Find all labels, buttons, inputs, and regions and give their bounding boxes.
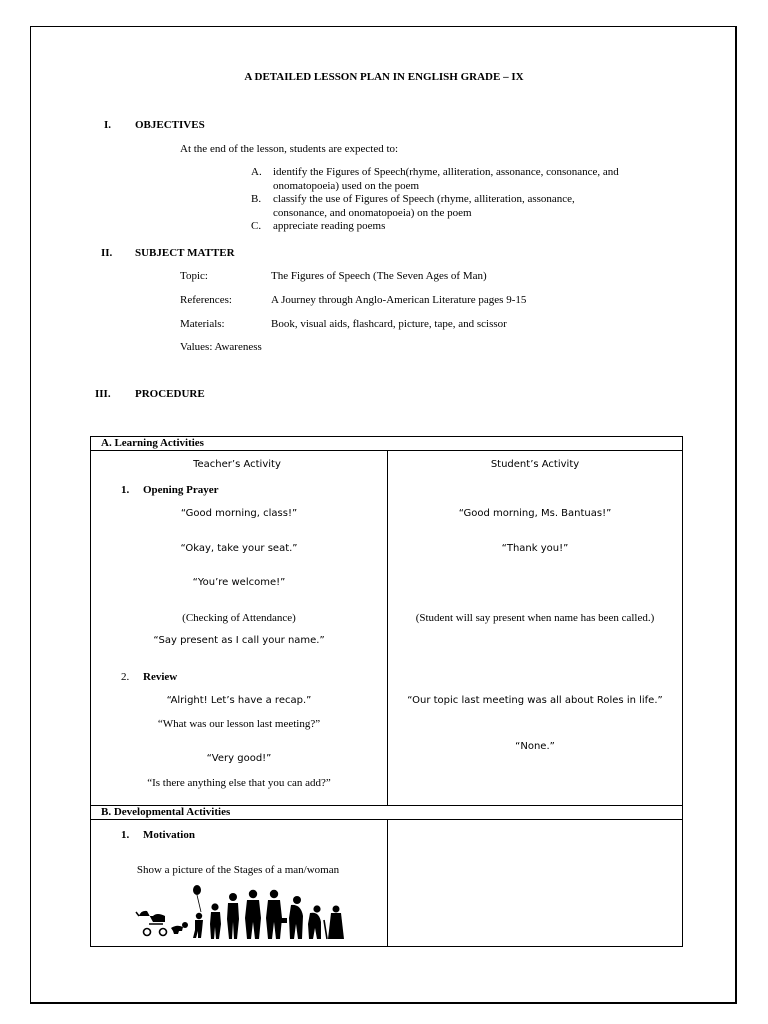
objective-letter-c: C. bbox=[251, 220, 262, 232]
opening-prayer-label: Opening Prayer bbox=[143, 484, 219, 496]
objective-b-line1: classify the use of Figures of Speech (rhyme, alliteration, assonance, bbox=[273, 193, 575, 205]
objective-a-line1: identify the Figures of Speech(rhyme, alliteration, assonance, consonance, and bbox=[273, 166, 619, 178]
teacher-welcome: “You’re welcome!” bbox=[192, 577, 286, 588]
teacher-motivation-cell bbox=[91, 820, 388, 947]
teacher-take-seat: “Okay, take your seat.” bbox=[180, 543, 298, 554]
teacher-recap: “Alright! Let’s have a recap.” bbox=[166, 695, 312, 706]
student-topic-last-meeting: “Our topic last meeting was all about Roles in life.” bbox=[407, 695, 663, 706]
student-none: “None.” bbox=[515, 741, 555, 752]
procedure-table bbox=[90, 436, 683, 947]
developmental-activities-header: B. Developmental Activities bbox=[91, 806, 683, 820]
student-good-morning: “Good morning, Ms. Bantuas!” bbox=[458, 508, 612, 519]
values-line: Values: Awareness bbox=[180, 341, 262, 353]
student-attendance: (Student will say present when name has been called.) bbox=[415, 612, 655, 624]
student-activity-column bbox=[388, 451, 683, 806]
review-heading bbox=[121, 671, 177, 683]
student-activity-header: Student’s Activity bbox=[490, 459, 580, 470]
review-number: 2. bbox=[121, 671, 130, 683]
objective-letter-a: A. bbox=[251, 166, 262, 178]
subject-matter-number: II. bbox=[101, 247, 113, 259]
subject-matter-heading: SUBJECT MATTER bbox=[135, 247, 235, 259]
teacher-activity-column bbox=[91, 451, 388, 806]
teacher-checking-attendance: (Checking of Attendance) bbox=[182, 612, 296, 624]
show-picture-instruction: Show a picture of the Stages of a man/woman bbox=[136, 864, 340, 876]
procedure-number: III. bbox=[95, 388, 111, 400]
teacher-good-morning: “Good morning, class!” bbox=[180, 508, 298, 519]
document-title: A DETAILED LESSON PLAN IN ENGLISH GRADE – IX bbox=[244, 71, 524, 83]
objectives-heading: OBJECTIVES bbox=[135, 119, 205, 131]
motivation-number: 1. bbox=[121, 829, 130, 841]
student-motivation-cell bbox=[388, 820, 683, 947]
motivation-label: Motivation bbox=[143, 829, 195, 841]
stages-of-man-picture bbox=[135, 882, 345, 942]
teacher-activity-header: Teacher’s Activity bbox=[193, 459, 281, 470]
motivation-heading bbox=[121, 829, 195, 841]
teacher-very-good: “Very good!” bbox=[206, 753, 272, 764]
objective-b-line2: consonance, and onomatopoeia) on the poem bbox=[273, 207, 472, 219]
objective-a-line2: onomatopoeia) used on the poem bbox=[273, 180, 420, 192]
opening-prayer-heading bbox=[121, 484, 218, 496]
topic-label: Topic: bbox=[180, 270, 208, 282]
opening-prayer-number: 1. bbox=[121, 484, 130, 496]
student-thank-you: “Thank you!” bbox=[501, 543, 569, 554]
teacher-anything-else: “Is there anything else that you can add?” bbox=[147, 777, 331, 789]
teacher-what-lesson: “What was our lesson last meeting?” bbox=[157, 718, 321, 730]
topic-value: The Figures of Speech (The Seven Ages of Man) bbox=[271, 270, 487, 282]
review-label: Review bbox=[143, 671, 178, 683]
procedure-heading: PROCEDURE bbox=[135, 388, 205, 400]
objectives-intro: At the end of the lesson, students are expected to: bbox=[180, 143, 399, 155]
objective-letter-b: B. bbox=[251, 193, 262, 205]
materials-value: Book, visual aids, flashcard, picture, tape, and scissor bbox=[271, 318, 507, 330]
objective-c-line1: appreciate reading poems bbox=[273, 220, 386, 232]
references-value: A Journey through Anglo-American Literature pages 9-15 bbox=[271, 294, 527, 306]
materials-label: Materials: bbox=[180, 318, 225, 330]
teacher-say-present: “Say present as I call your name.” bbox=[153, 635, 325, 646]
references-label: References: bbox=[180, 294, 232, 306]
learning-activities-header: A. Learning Activities bbox=[91, 437, 683, 451]
objectives-number: I. bbox=[104, 119, 112, 131]
